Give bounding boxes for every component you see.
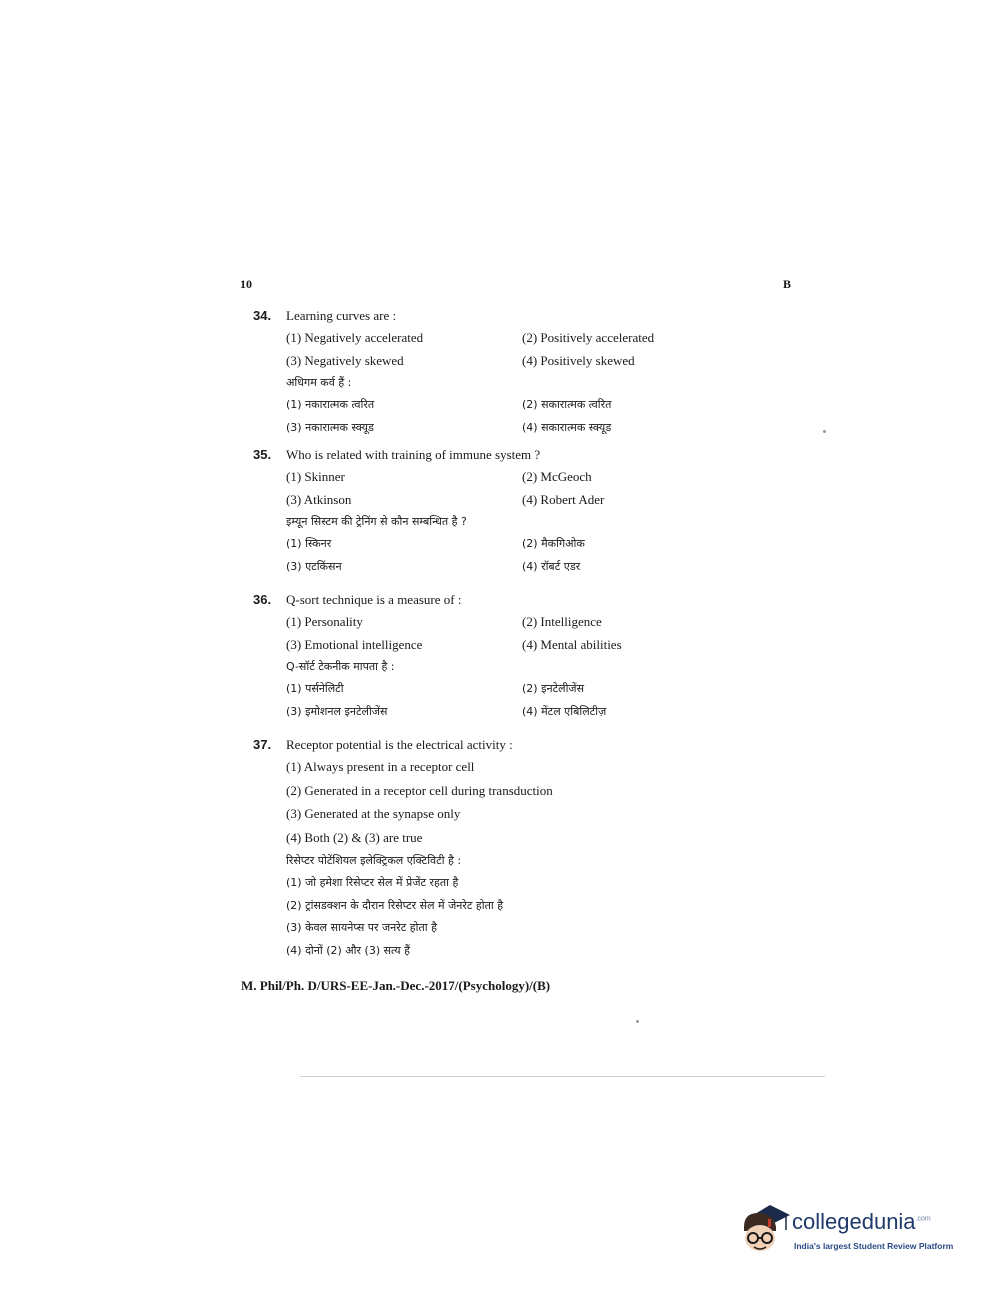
- question-text-hi: अधिगम कर्व हैं :: [286, 376, 352, 389]
- scan-rule: [300, 1076, 825, 1077]
- option-2-hi: (2) मैकगिओक: [522, 537, 585, 550]
- question-text-hi: रिसेप्टर पोटेंशियल इलेक्ट्रिकल एक्टिविटी है :: [286, 854, 462, 867]
- options-en: [286, 469, 833, 514]
- question-text-en: Receptor potential is the electrical activity :: [286, 737, 513, 752]
- option-1-hi: (1) जो हमेशा रिसेप्टर सेल में प्रेजेंट रहता है: [286, 876, 459, 889]
- question-number: 35.: [253, 447, 272, 462]
- question-text-hi: इम्यून सिस्टम की ट्रेनिंग से कौन सम्बन्धित है ?: [286, 515, 467, 528]
- collegedunia-watermark: [736, 1197, 966, 1267]
- option-1-en: (1) Personality: [286, 614, 363, 629]
- brand-tagline: India's largest Student Review Platform: [794, 1241, 954, 1251]
- option-4-en: (4) Robert Ader: [522, 491, 605, 507]
- options-hi: [286, 536, 833, 581]
- option-4-en: (4) Both (2) & (3) are true: [286, 829, 423, 845]
- question-number: 37.: [253, 737, 272, 752]
- question-text-en: Q-sort technique is a measure of :: [286, 592, 462, 607]
- question-number: 34.: [253, 308, 272, 323]
- question-37: [253, 737, 833, 965]
- option-2-hi: (2) इनटेलीजेंस: [522, 682, 585, 695]
- option-2-en: (2) Intelligence: [522, 614, 602, 629]
- option-2-en: (2) Positively accelerated: [522, 330, 655, 345]
- option-2-en: (2) Generated in a receptor cell during transduction: [286, 782, 553, 798]
- option-4-hi: (4) रॉबर्ट एडर: [522, 559, 581, 573]
- option-4-hi: (4) दोनों (2) और (3) सत्य हैं: [286, 943, 410, 957]
- option-4-hi: (4) मेंटल एबिलिटीज़: [522, 704, 607, 718]
- option-3-hi: (3) इमोशनल इनटेलीजेंस: [286, 704, 388, 718]
- question-35: [253, 447, 833, 581]
- option-1-hi: (1) स्किनर: [286, 537, 332, 550]
- options-hi: [286, 397, 833, 442]
- options-hi: [286, 681, 833, 726]
- option-4-en: (4) Mental abilities: [522, 636, 622, 652]
- scan-speck: [636, 1020, 639, 1023]
- mascot-icon: [736, 1197, 792, 1259]
- paper-code: M. Phil/Ph. D/URS-EE-Jan.-Dec.-2017/(Psychology)/(B): [241, 978, 551, 993]
- question-text-en: Who is related with training of immune system ?: [286, 447, 541, 462]
- option-1-hi: (1) पर्सनेलिटी: [286, 682, 344, 695]
- option-1-en: (1) Negatively accelerated: [286, 330, 424, 345]
- options-en: [286, 330, 833, 375]
- scan-speck: [823, 430, 826, 433]
- set-code: B: [783, 277, 792, 291]
- option-1-en: (1) Skinner: [286, 469, 345, 484]
- option-3-en: (3) Atkinson: [286, 491, 352, 507]
- options-en: [286, 614, 833, 659]
- brand-suffix: .com: [915, 1215, 931, 1223]
- option-2-hi: (2) ट्रांसडक्शन के दौरान रिसेप्टर सेल में जेनरेट होता है: [286, 898, 504, 912]
- option-2-en: (2) McGeoch: [522, 469, 592, 484]
- option-1-hi: (1) नकारात्मक त्वरित: [286, 398, 375, 411]
- option-3-hi: (3) केवल सायनेप्स पर जनरेट होता है: [286, 921, 437, 934]
- option-3-en: (3) Negatively skewed: [286, 352, 404, 368]
- brand-name: collegedunia: [792, 1209, 916, 1234]
- options-en: [286, 759, 833, 853]
- option-3-en: (3) Emotional intelligence: [286, 636, 423, 652]
- question-34: [253, 308, 833, 442]
- question-text-en: Learning curves are :: [286, 308, 397, 323]
- question-text-hi: Q-सॉर्ट टेकनीक मापता है :: [286, 660, 395, 673]
- option-4-en: (4) Positively skewed: [522, 352, 635, 368]
- question-number: 36.: [253, 592, 272, 607]
- question-36: [253, 592, 833, 726]
- option-3-en: (3) Generated at the synapse only: [286, 806, 461, 821]
- options-hi: [286, 875, 833, 965]
- option-1-en: (1) Always present in a receptor cell: [286, 759, 475, 774]
- option-2-hi: (2) सकारात्मक त्वरित: [522, 398, 612, 411]
- option-3-hi: (3) एटकिंसन: [286, 559, 342, 573]
- page-number: 10: [240, 277, 252, 291]
- option-3-hi: (3) नकारात्मक स्क्यूड: [286, 420, 374, 434]
- option-4-hi: (4) सकारात्मक स्क्यूड: [522, 420, 612, 434]
